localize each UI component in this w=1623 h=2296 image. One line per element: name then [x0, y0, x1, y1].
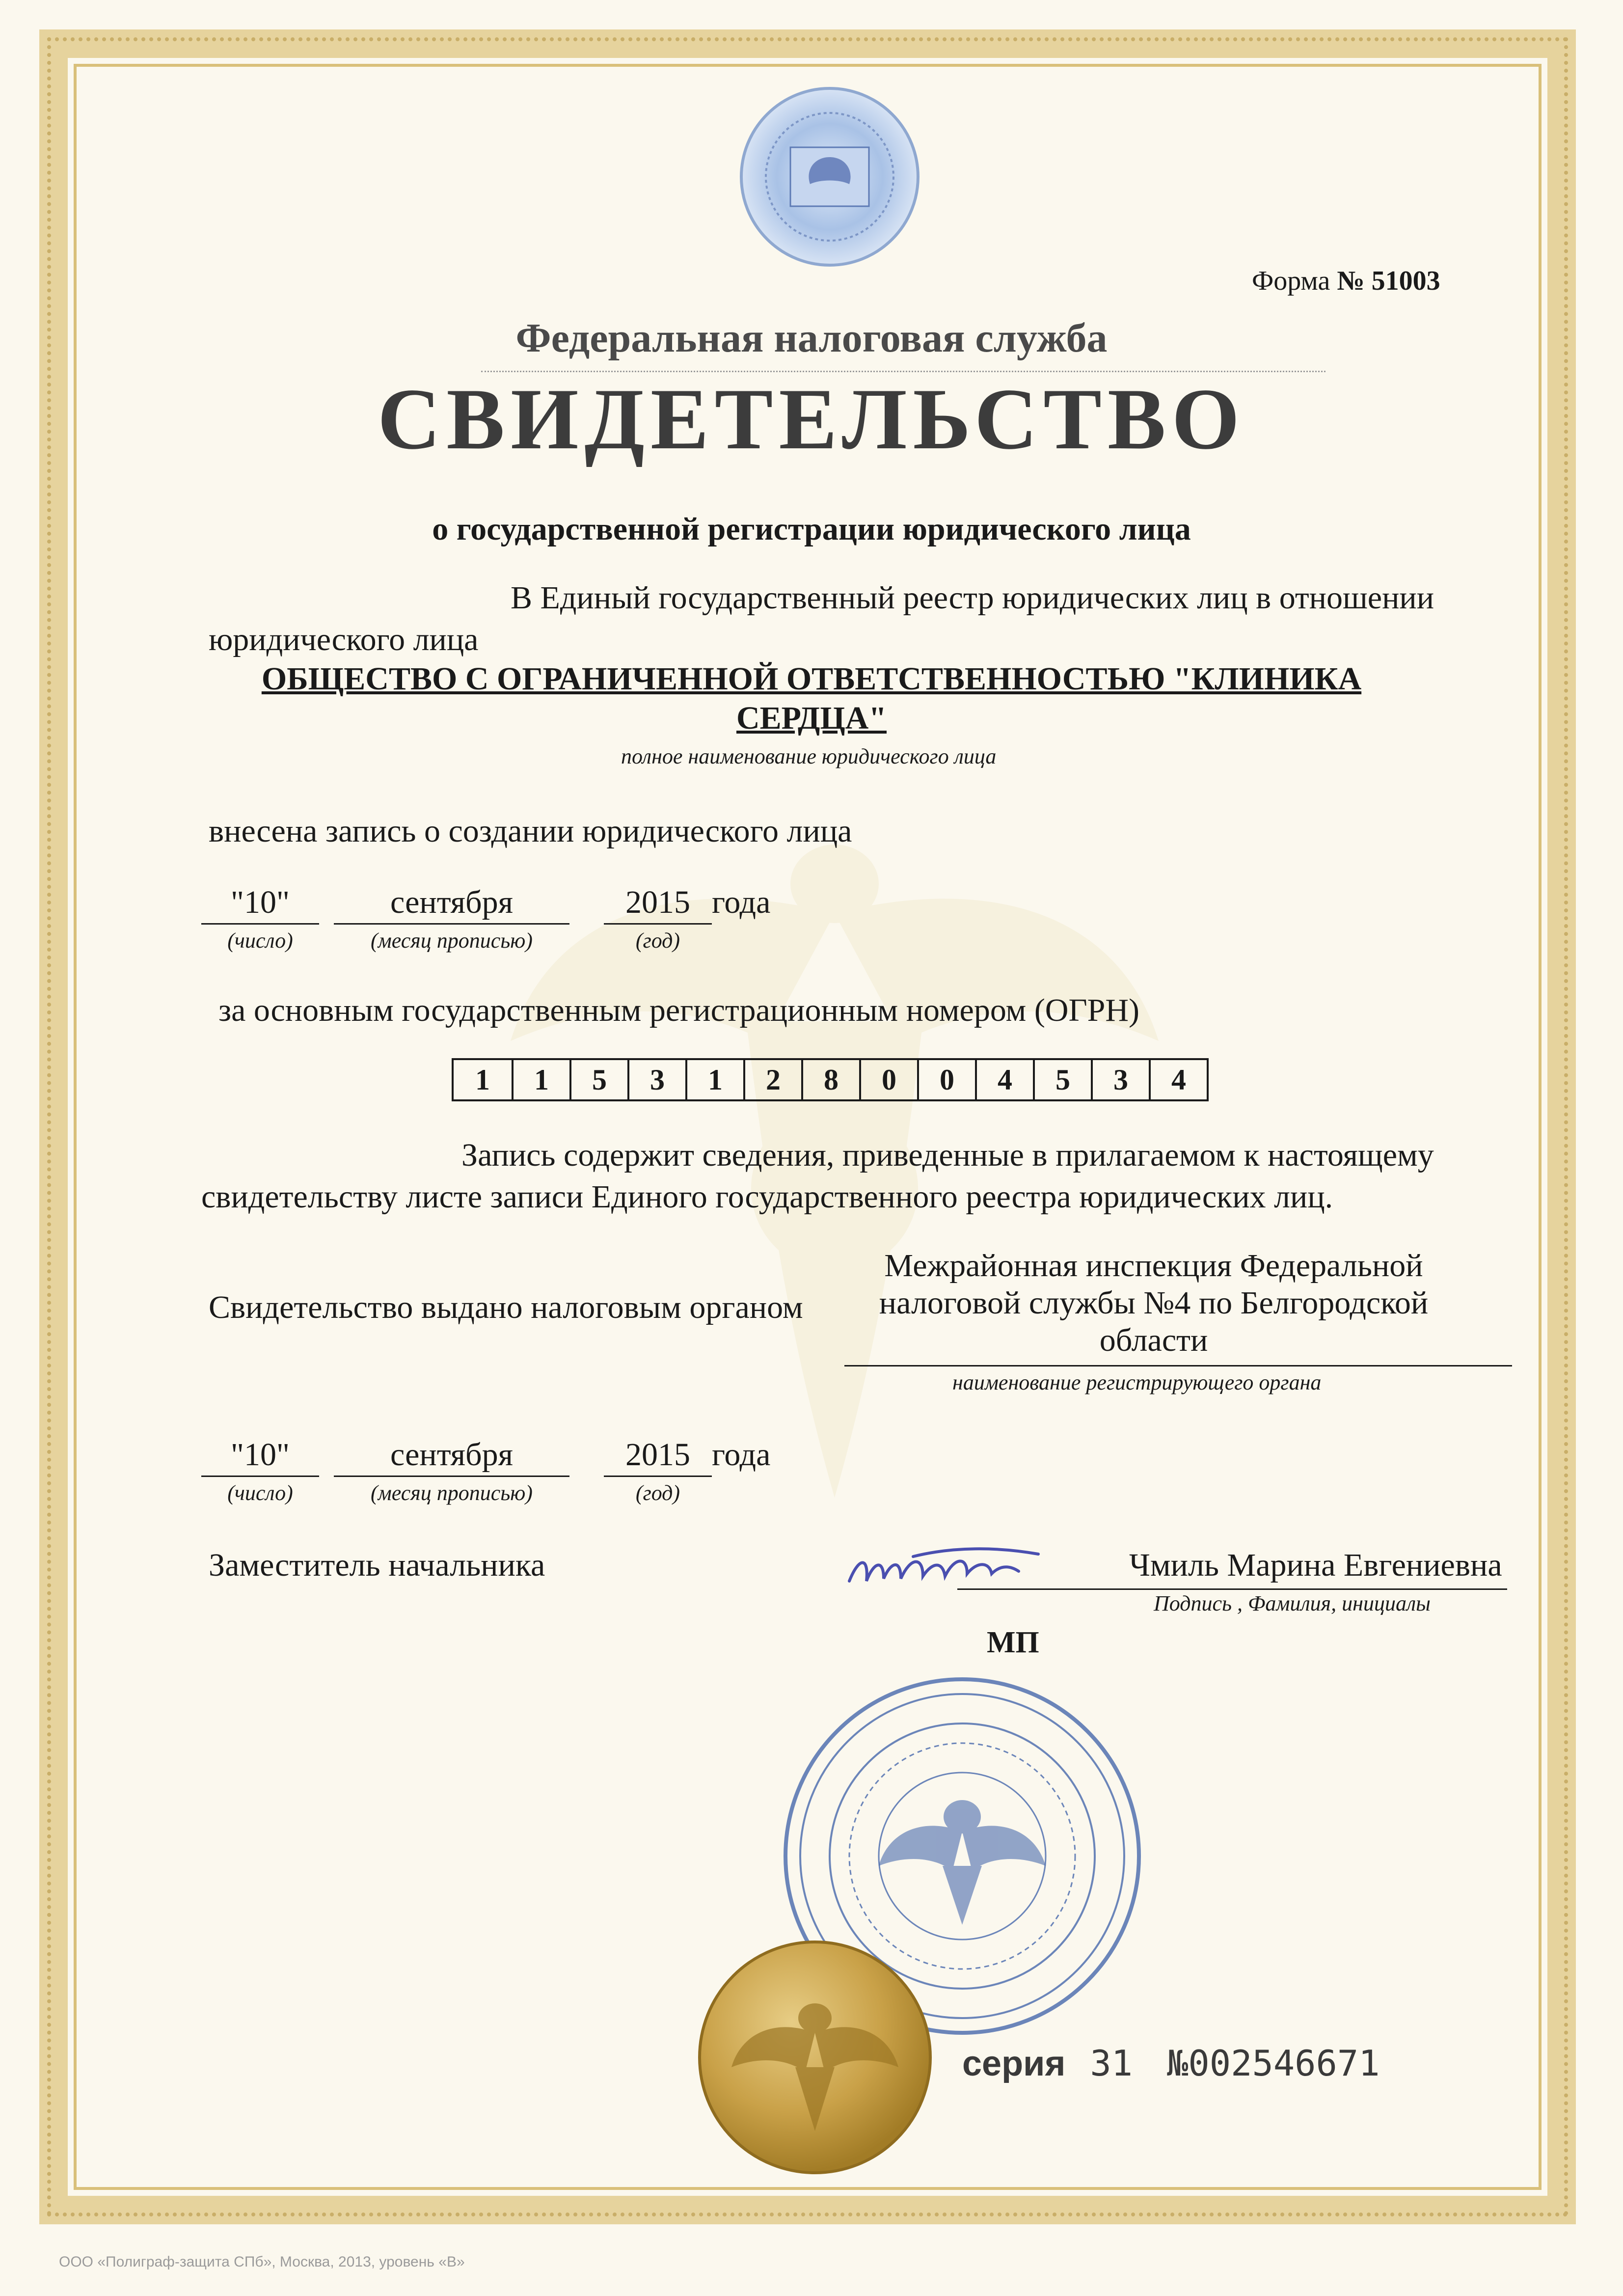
record-note-line-1: Запись содержит сведения, приведенные в прилагаемом к настоящему	[461, 1137, 1434, 1173]
ogrn-digit: 5	[569, 1060, 627, 1099]
form-number	[1252, 265, 1440, 297]
month-caption: (месяц прописью)	[371, 929, 533, 953]
ogrn-label: за основным государственным регистрационным номером (ОГРН)	[218, 992, 1139, 1028]
intro-line-1: В Единый государственный реестр юридических лиц в отношении	[511, 580, 1434, 616]
ogrn-digit: 1	[475, 1063, 490, 1096]
ogrn-digit: 4	[975, 1060, 1033, 1099]
registration-year-suffix: года	[712, 884, 771, 920]
signature-caption: Подпись , Фамилия, инициалы	[1154, 1591, 1431, 1615]
record-text: внесена запись о создании юридического лица	[209, 813, 852, 849]
series-value: 31	[1090, 2043, 1133, 2084]
day-caption: (число)	[227, 929, 293, 953]
issue-year-suffix: года	[712, 1437, 771, 1473]
issued-by-label: Свидетельство выдано налоговым органом	[209, 1289, 803, 1325]
underline	[334, 923, 569, 925]
issue-month-caption: (месяц прописью)	[371, 1481, 533, 1505]
ogrn-digit: 1	[512, 1060, 569, 1099]
series-number	[962, 2043, 1380, 2084]
underline	[201, 1476, 319, 1477]
issuing-authority-caption: наименование регистрирующего органа	[952, 1370, 1322, 1394]
year-caption: (год)	[635, 929, 680, 953]
ogrn-digit: 0	[917, 1060, 975, 1099]
issue-day: "10"	[231, 1437, 290, 1473]
signatory-name: Чмиль Марина Евгениевна	[1129, 1547, 1502, 1583]
entity-name-caption: полное наименование юридического лица	[621, 744, 997, 768]
intro-line-2: юридического лица	[209, 622, 479, 657]
issuing-authority: Межрайонная инспекция Федеральной налоговой службы №4 по Белгородской области	[879, 1248, 1429, 1358]
page-subtitle: о государственной регистрации юридического лица	[432, 511, 1191, 547]
authority-underline	[844, 1365, 1512, 1367]
underline	[334, 1476, 569, 1477]
registration-day: "10"	[231, 884, 290, 920]
ogrn-digit: 5	[1033, 1060, 1091, 1099]
mp-label: МП	[987, 1626, 1039, 1659]
underline	[201, 923, 319, 925]
signatory-position: Заместитель начальника	[209, 1547, 545, 1583]
gold-seal-icon	[692, 1935, 938, 2180]
hologram-emblem-icon	[736, 83, 923, 270]
series-label: серия	[962, 2044, 1066, 2083]
entity-name-line-2: СЕРДЦА"	[736, 700, 887, 736]
registration-year: 2015	[625, 884, 690, 920]
issue-month: сентября	[390, 1437, 513, 1473]
entity-name-line-1: ОБЩЕСТВО С ОГРАНИЧЕННОЙ ОТВЕТСТВЕННОСТЬЮ "КЛИНИКА	[261, 661, 1362, 697]
ogrn-digit: 2	[743, 1060, 801, 1099]
ogrn-digit: 3	[1091, 1060, 1149, 1099]
agency-name: Федеральная налоговая служба	[515, 315, 1108, 361]
issue-year-caption: (год)	[635, 1481, 680, 1505]
serial-number: №002546671	[1167, 2043, 1380, 2084]
ogrn-digit: 8	[801, 1060, 859, 1099]
ogrn-digit: 3	[627, 1060, 685, 1099]
registration-month: сентября	[390, 884, 513, 920]
signature-underline	[957, 1588, 1507, 1590]
ogrn-digit: 4	[1149, 1060, 1207, 1099]
record-note-line-2: свидетельству листе записи Единого государственного реестра юридических лиц.	[201, 1179, 1333, 1215]
form-number-value: № 51003	[1337, 266, 1440, 296]
form-number-label: Форма	[1252, 266, 1330, 296]
ogrn-number-boxes	[452, 1058, 1209, 1101]
underline	[604, 923, 712, 925]
printer-note: ООО «Полиграф-защита СПб», Москва, 2013, уровень «В»	[59, 2254, 465, 2270]
ogrn-digit: 0	[859, 1060, 917, 1099]
ogrn-digit: 1	[685, 1060, 743, 1099]
underline	[604, 1476, 712, 1477]
issue-day-caption: (число)	[227, 1481, 293, 1505]
handwritten-signature-icon	[839, 1527, 1046, 1606]
issue-year: 2015	[625, 1437, 690, 1473]
page-title: СВИДЕТЕЛЬСТВО	[377, 370, 1246, 467]
